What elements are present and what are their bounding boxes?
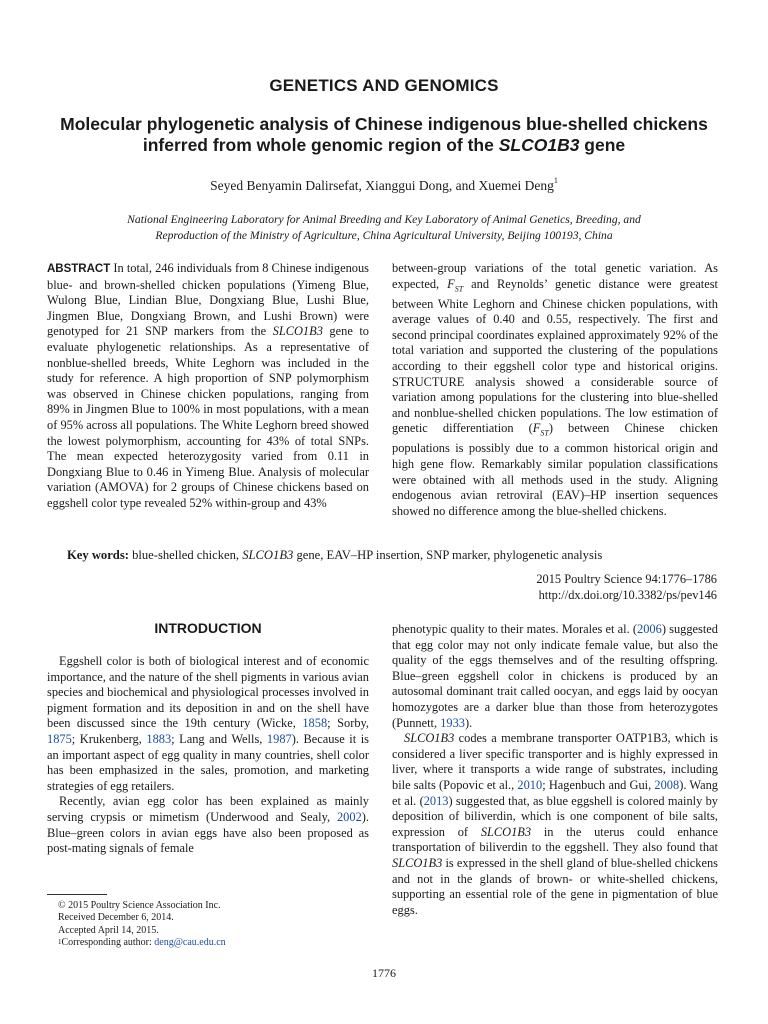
intro-paragraph-4: SLCO1B3 codes a membrane transporter OATP1B3, which is considered a liver specific transporter and is highly expressed in liver, where it transports a wide range of substrates, including bile salts (Popovic et al., 2010; Hagenbuch and Gui, 2008). Wang et al. (2013) suggested that, as blue eggshell is colored mainly by deposition of biliverdin, which is one component of bile salts, expression of SLCO1B3 in the uterus could enhance transportation of biliverdin to the eggshell. They also found that SLCO1B3 is expressed in the shell gland of blue-shelled chickens and not in the glands of brown- or white-shelled chickens, supporting an essential role of the gene in pigmentation of blue eggs. [392, 731, 718, 917]
footnote-divider [47, 894, 107, 895]
page-number: 1776 [372, 966, 396, 980]
ref-link[interactable]: 1987 [266, 731, 292, 746]
author-marker[interactable]: 1 [553, 176, 558, 185]
keywords-label: Key words: [67, 548, 129, 562]
footnote-corresponding: $^1$Corresponding author: deng@cau.edu.cn [58, 937, 226, 949]
author-names: Seyed Benyamin Dalirsefat, Xianggui Dong, and Xuemei Deng [210, 178, 554, 193]
doi-link[interactable]: http://dx.doi.org/10.3382/ps/pev146 [538, 588, 717, 602]
footnote-accepted: Accepted April 14, 2015. [58, 924, 159, 936]
keywords: Key words: blue-shelled chicken, SLCO1B3 gene, EAV–HP insertion, SNP marker, phylogenetic analysis [67, 548, 603, 562]
intro-paragraph-2: Recently, avian egg color has been explained as mainly serving crypsis or mimetism (Underwood and Sealy, 2002). Blue–green colors in avian eggs have also been proposed as post-mating signals of female [47, 794, 369, 856]
footnote-copyright: © 2015 Poultry Science Association Inc. [58, 900, 221, 911]
ref-link[interactable]: 1933 [440, 715, 465, 730]
footnotes [58, 900, 226, 950]
abstract-heading: ABSTRACT [47, 263, 111, 275]
footnote-received: Received December 6, 2014. [58, 912, 174, 924]
abstract-left-column: ABSTRACT In total, 246 individuals from 8 Chinese indigenous blue- and brown-shelled chicken populations (Yimeng Blue, Wulong Blue, Lindian Blue, Dongxiang Blue, Lushi Blue, Jingmen Blue, Dongxiang Brown, and Lushi Brown) were genotyped for 21 SNP markers from the SLCO1B3 gene to evaluate phylogenetic relationships. As a representative of nonblue-shelled breeds, White Leghorn was included in the study for reference. A high proportion of SNP polymorphism was observed in Chinese chicken populations, ranging from 89% in Jingmen Blue to 100% in most populations, with a mean of 95% across all populations. The White Leghorn breed showed the lowest polymorphism, accounting for 43% of total SNPs. The mean expected heterozygosity varied from 0.11 in Dongxiang Blue to 0.46 in Yimeng Blue. Analysis of molecular variation (AMOVA) for 2 groups of Chinese chickens based on eggshell color type revealed 52% within-group and 43% [47, 261, 369, 510]
ref-link[interactable]: 2013 [423, 793, 449, 808]
introduction-right-column [392, 622, 718, 918]
introduction-heading: INTRODUCTION [154, 620, 262, 636]
section-label: GENETICS AND GENOMICS [269, 76, 499, 95]
ref-link[interactable]: 2002 [336, 809, 362, 824]
ref-link[interactable]: 2010 [517, 777, 543, 792]
paper-title [40, 114, 728, 156]
journal-citation: 2015 Poultry Science 94:1776–1786 [536, 572, 717, 586]
intro-paragraph-1: Eggshell color is both of biological interest and of economic importance, and the nature of the shell pigments in various avian species and biochemical and physiological processes involved in pigment formation and its deposition in and on the shell have been discussed since the 19th century (Wicke, 1858; Sorby, 1875; Krukenberg, 1883; Lang and Wells, 1987). Because it is an important aspect of egg quality in many countries, shell color has been emphasized in the sales, promotion, and marketing strategies of egg retailers. [47, 654, 369, 793]
introduction-left-column [47, 654, 369, 857]
title-gene: SLCO1B3 [498, 135, 580, 155]
ref-link[interactable]: 2006 [637, 622, 662, 636]
abstract-right-column: between-group variations of the total genetic variation. As expected, $F_{ST}$ and Reynolds’ genetic distance were greatest between White Leghorn and Chinese chicken populations, with average values of 0.40 and 0.55, respectively. The first and second principal coordinates explained approximately 92% of the total variation and supported the clustering of the populations according to their eggshell color type and historical origins. STRUCTURE analysis showed a considerable source of variation among populations for the clustering into blue-shelled and nonblue-shelled chicken populations. The low estimation of genetic differentiation $(F_{ST})$ between Chinese chicken populations is possibly due to a common historical origin and high gene flow. Remarkably similar population classifications were obtained with all methods used in the study. Aligning endogenous avian retroviral (EAV)–HP insertion sequences showed no difference among the blue-shelled chickens. [392, 261, 718, 518]
affiliation: National Engineering Laboratory for Animal Breeding and Key Laboratory of Animal Genetics, Breeding, and Reproduction of the Ministry of Agriculture, China Agricultural University, Beijing 100193, China [127, 213, 641, 242]
ref-link[interactable]: 1858 [302, 716, 328, 731]
citation [536, 571, 717, 603]
ref-link[interactable]: 2008 [654, 777, 680, 792]
ref-link[interactable]: 1875 [47, 731, 72, 746]
title-line-2: inferred from whole genomic region of the SLCO1B3 gene [142, 135, 626, 155]
ref-link[interactable]: 1883 [146, 731, 172, 746]
title-line-1: Molecular phylogenetic analysis of Chinese indigenous blue-shelled chickens [60, 114, 708, 134]
author-list [0, 178, 768, 194]
intro-paragraph-3: phenotypic quality to their mates. Morales et al. (2006) suggested that egg color may not only indicate female value, but also the quality of the eggs themselves and of the resulting offspring. Blue–green eggshell color in chickens is produced by an autosomal dominant trait called oocyan, and eggs laid by oocyan homozygotes are a darker blue than those from heterozygotes (Punnett, 1933). [392, 622, 718, 730]
email-link[interactable]: deng@cau.edu.cn [154, 937, 226, 949]
